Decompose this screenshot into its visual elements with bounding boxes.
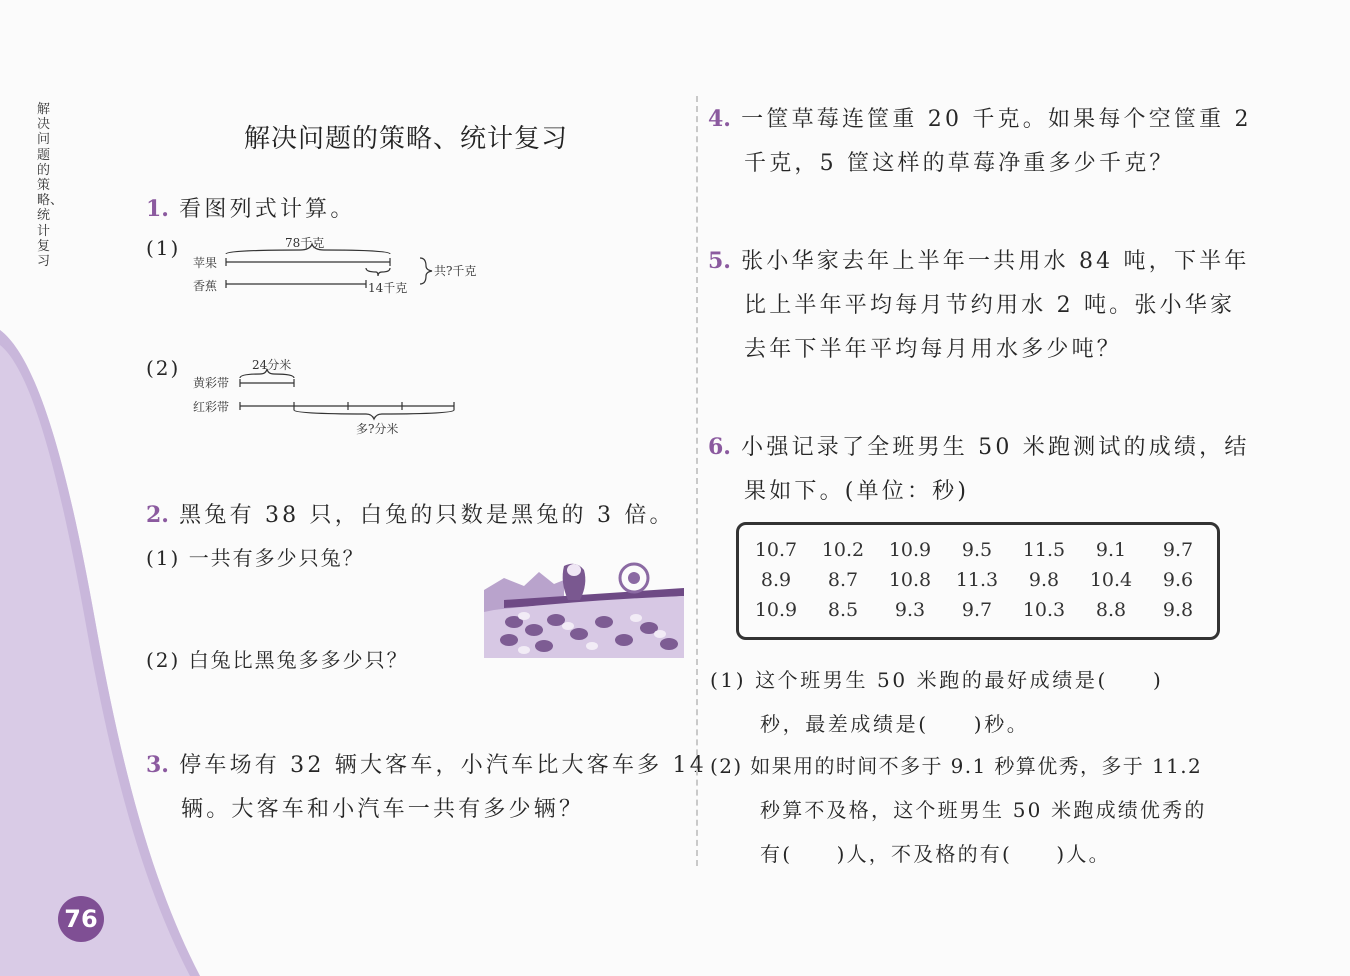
column-divider [696,96,698,866]
table-cell: 11.3 [955,569,999,591]
q6-sub1-line-1: (1) 这个班男生 50 米跑的最好成绩是( ) [710,668,1164,692]
q6-sub2-line-3: 有( )人，不及格的有( )人。 [760,842,1111,866]
question-3-line-2: 辆。大客车和小汽车一共有多少辆？ [181,797,585,822]
q6-sub1-line-2: 秒，最差成绩是( )秒。 [760,712,1030,736]
question-5-line-1 [708,244,1250,275]
table-row [739,599,1217,629]
question-2 [146,498,675,529]
table-row [739,569,1217,599]
question-number: 2. [146,502,169,528]
table-cell: 10.4 [1089,569,1133,591]
question-text: 停车场有 32 辆大客车，小汽车比大客车多 14 [179,753,707,778]
table-cell: 10.8 [888,569,932,591]
table-cell: 9.8 [1028,569,1060,591]
q6-sub2-line-2: 秒算不及格，这个班男生 50 米跑成绩优秀的 [760,798,1207,822]
side-decoration-band [0,0,200,976]
difference-label: 14千克 [368,281,408,295]
table-cell: 9.1 [1095,539,1127,561]
question-number: 6. [708,434,731,460]
line-diagram-fruit [220,240,440,300]
question-4-line-2: 千克，5 筐这样的草莓净重多少千克？ [744,151,1175,176]
question-6-line-2: 果如下。(单位：秒) [744,479,970,504]
question-number: 5. [708,248,731,274]
table-cell: 8.7 [827,569,859,591]
question-text: 看图列式计算。 [179,197,356,222]
table-cell: 8.9 [760,569,792,591]
q6-sub2-line-1: (2) 如果用的时间不多于 9.1 秒算优秀，多于 11.2 [710,754,1203,778]
table-cell: 10.2 [821,539,865,561]
side-section-title: 解决问题的策略、统计复习 [37,102,64,270]
table-row [739,539,1217,569]
question-1 [146,192,356,223]
yellow-ribbon-label: 黄彩带 [193,376,230,390]
question-number: 1. [146,196,169,222]
yellow-length-label: 24分米 [252,358,292,372]
question-text: 一筐草莓连筐重 20 千克。如果每个空筐重 2 [741,107,1252,132]
table-cell: 8.5 [827,599,859,621]
table-cell: 11.5 [1022,539,1066,561]
q1-part2-label: (2) [146,356,181,380]
table-cell: 10.9 [888,539,932,561]
table-cell: 9.7 [961,599,993,621]
question-text: 黑兔有 38 只，白兔的只数是黑兔的 3 倍。 [179,503,675,528]
table-cell: 9.8 [1162,599,1194,621]
table-cell: 9.5 [961,539,993,561]
table-cell: 10.7 [754,539,798,561]
question-4-line-1 [708,102,1252,133]
page-title: 解决问题的策略、统计复习 [244,124,569,154]
banana-label: 香蕉 [193,279,218,293]
q2-sub2: (2) 白兔比黑兔多多少只？ [146,648,409,672]
table-cell: 9.7 [1162,539,1194,561]
difference-length-label: 多?分米 [356,422,399,436]
red-ribbon-label: 红彩带 [193,400,230,414]
rabbits-illustration [484,560,684,658]
table-cell: 9.6 [1162,569,1194,591]
q1-part1-label: (1) [146,236,181,260]
table-cell: 10.9 [754,599,798,621]
page-number-badge: 76 [58,896,104,942]
table-cell: 8.8 [1095,599,1127,621]
apple-label: 苹果 [193,256,218,270]
question-number: 4. [708,106,731,132]
line-diagram-ribbon [236,364,462,424]
table-cell: 10.3 [1022,599,1066,621]
question-6-line-1 [708,430,1250,461]
running-times-table [736,522,1220,640]
table-cell: 9.3 [894,599,926,621]
question-5-line-2: 比上半年平均每月节约用水 2 吨。张小华家 [744,293,1236,318]
apple-weight-label: 78千克 [285,236,325,250]
total-label: 共?千克 [434,264,477,278]
question-text: 张小华家去年上半年一共用水 84 吨，下半年 [741,249,1250,274]
question-text: 小强记录了全班男生 50 米跑测试的成绩，结 [741,435,1250,460]
question-5-line-3: 去年下半年平均每月用水多少吨？ [744,337,1123,362]
q2-sub1: (1) 一共有多少只兔？ [146,546,365,570]
question-number: 3. [146,752,169,778]
question-3-line-1 [146,748,707,779]
